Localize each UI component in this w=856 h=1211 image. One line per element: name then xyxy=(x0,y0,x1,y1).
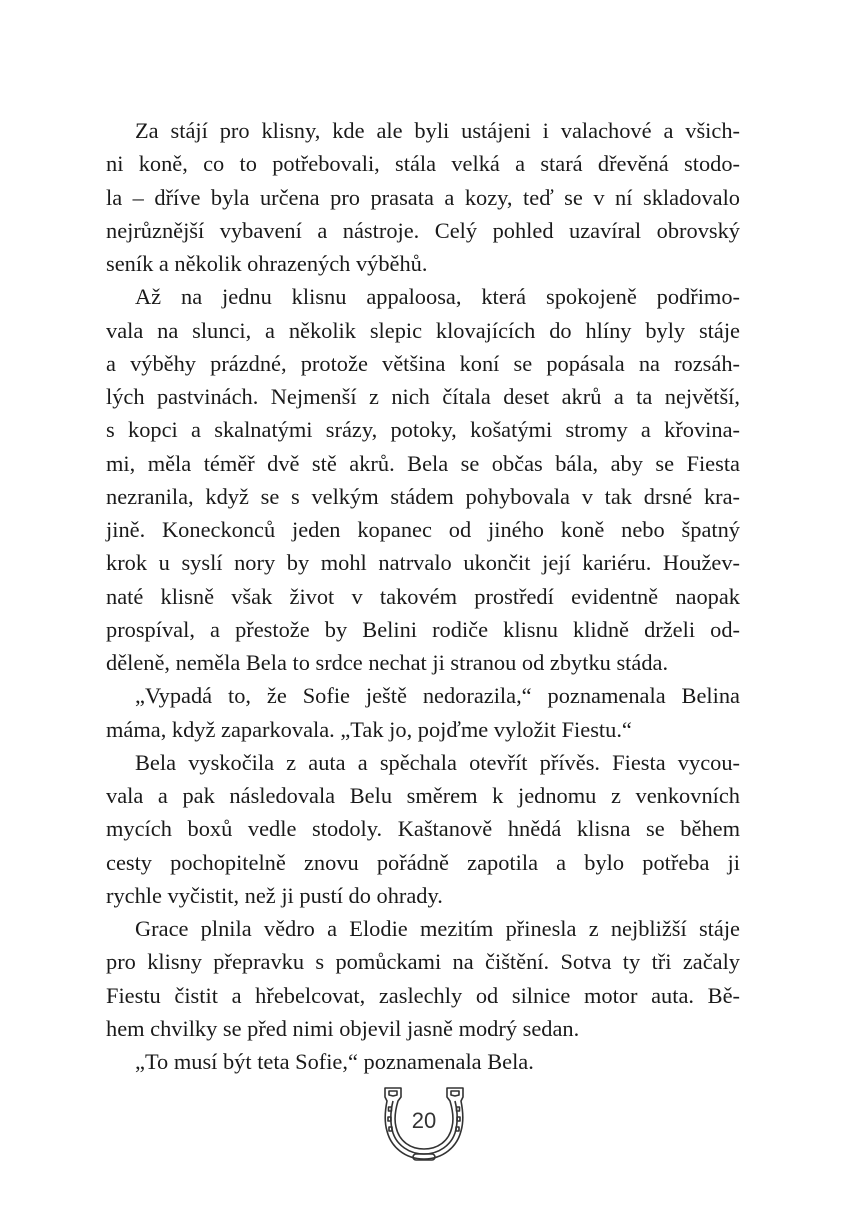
text-line: Až na jednu klisnu appaloosa, která spokojeně podřimo- xyxy=(135,284,740,310)
text-line: a výběhy prázdné, protože většina koní se popásala na rozsáh- xyxy=(106,350,740,376)
text-line: naté klisně však život v takovém prostředí evidentně naopak xyxy=(106,583,740,609)
text-line: Grace plnila vědro a Elodie mezitím přinesla z nejbližší stáje xyxy=(135,916,740,941)
text-line: máma, když zaparkovala. „Tak jo, pojďme vyložit Fiestu.“ xyxy=(106,716,632,742)
text-line: nejrůznější vybavení a nástroje. Celý pohled uzavíral obrovský xyxy=(106,217,740,243)
paragraph xyxy=(106,114,740,280)
paragraph xyxy=(106,746,740,912)
page-number-footer xyxy=(379,1085,469,1165)
text-line: prospíval, a přestože by Belini rodiče klisnu klidně drželi od- xyxy=(106,616,740,642)
text-line: mycích boxů vedle stodoly. Kaštanově hnědá klisna se během xyxy=(106,816,740,842)
text-line: mi, měla téměř dvě stě akrů. Bela se občas bála, aby se Fiesta xyxy=(106,450,740,476)
text-line: Za stájí pro klisny, kde ale byli ustájeni i valachové a všich- xyxy=(135,118,740,143)
paragraph xyxy=(106,912,740,1045)
text-line: „To musí být teta Sofie,“ poznamenala Bela. xyxy=(135,1049,534,1074)
text-line: s kopci a skalnatými srázy, potoky, košatými stromy a křovina- xyxy=(106,417,740,443)
text-line: seník a několik ohrazených výběhů. xyxy=(106,251,428,276)
book-page-body xyxy=(106,114,740,1078)
text-line: la – dříve byla určena pro prasata a kozy, teď se v ní skladovalo xyxy=(106,184,740,210)
text-line: vala na slunci, a několik slepic klovajících do hlíny byly stáje xyxy=(106,317,740,343)
text-line: „Vypadá to, že Sofie ještě nedorazila,“ poznamenala Belina xyxy=(135,683,740,709)
paragraph xyxy=(106,679,740,746)
text-line: ni koně, co to potřebovali, stála velká a stará dřevěná stodo- xyxy=(106,151,740,177)
text-line: cesty pochopitelně znovu pořádně zapotila a bylo potřeba ji xyxy=(106,849,740,875)
paragraph xyxy=(106,1045,740,1078)
paragraph xyxy=(106,280,740,679)
text-line: Fiestu čistit a hřebelcovat, zaslechly od silnice motor auta. Bě- xyxy=(106,982,740,1008)
text-line: krok u syslí nory by mohl natrvalo ukončit její kariéru. Houžev- xyxy=(106,550,740,576)
text-line: nezranila, když se s velkým stádem pohybovala v tak drsné kra- xyxy=(106,483,740,509)
text-line: rychle vyčistit, než ji pustí do ohrady. xyxy=(106,882,443,908)
page-number: 20 xyxy=(411,1108,437,1133)
text-line: hem chvilky se před nimi objevil jasně modrý sedan. xyxy=(106,1015,580,1041)
text-line: děleně, neměla Bela to srdce nechat ji stranou od zbytku stáda. xyxy=(106,650,669,675)
text-line: lých pastvinách. Nejmenší z nich čítala deset akrů a ta největší, xyxy=(106,384,740,409)
text-line: Bela vyskočila z auta a spěchala otevřít přívěs. Fiesta vycou- xyxy=(135,749,740,775)
text-line: jině. Koneckonců jeden kopanec od jiného koně nebo špatný xyxy=(106,517,740,542)
text-line: pro klisny přepravku s pomůckami na čištění. Sotva ty tři začaly xyxy=(106,949,740,975)
text-line: vala a pak následovala Belu směrem k jednomu z venkovních xyxy=(106,783,740,808)
